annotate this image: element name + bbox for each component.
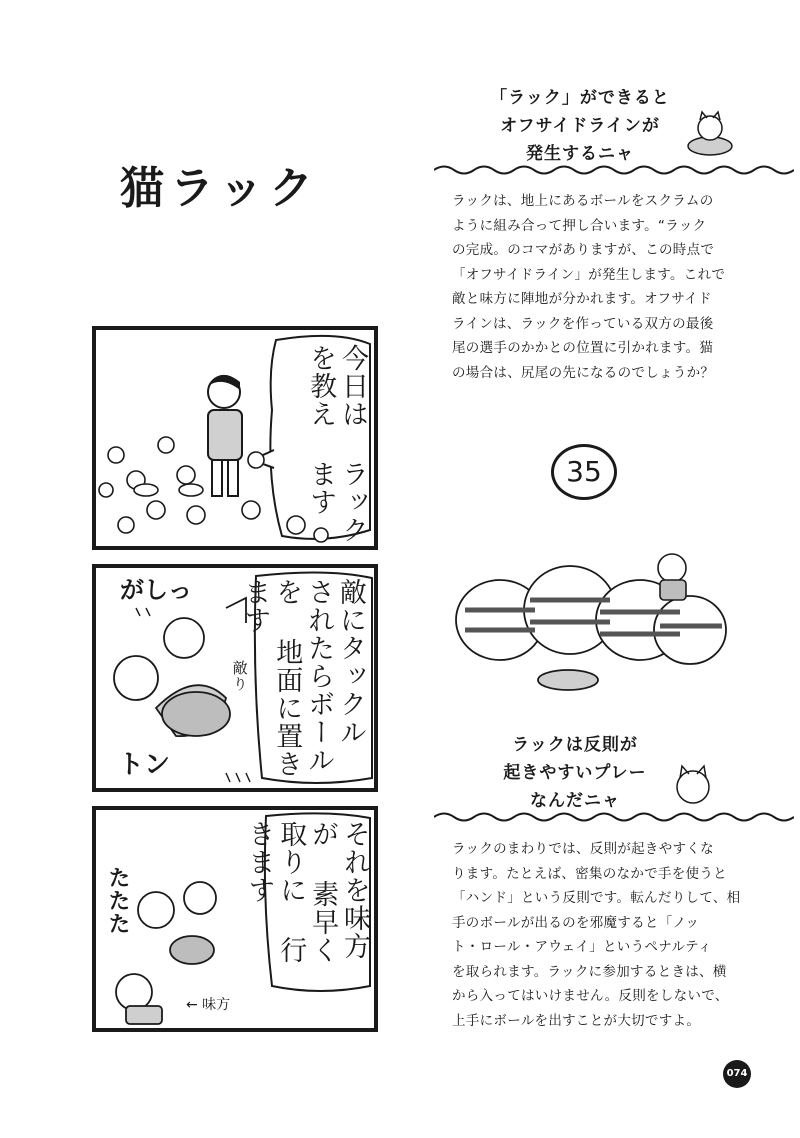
body-line: ト・ロール・アウェイ」というペナルティ <box>452 939 712 955</box>
heading-line: ラックは反則が <box>512 735 638 755</box>
page-title: 猫ラック <box>120 163 320 214</box>
body-line: の場合は、尻尾の先になるのでしょうか？ <box>452 364 715 381</box>
heading-line: オフサイドラインが <box>500 116 660 136</box>
comic-panel-1 <box>92 326 378 550</box>
body-line: 「オフサイドライン」が発生します。これで <box>452 266 726 283</box>
panel-3-sfx: たたた <box>104 866 130 935</box>
panel-2-label: 敵り <box>230 660 249 692</box>
panel-1-speech <box>282 344 368 544</box>
speech-line: ラックを教え <box>305 344 368 544</box>
speech-line: 素早く取りに <box>275 820 339 964</box>
ruck-illustration <box>440 540 740 710</box>
heading-line: なんだニャ <box>530 791 620 811</box>
speech-line: 今日は <box>337 344 368 428</box>
comic-panel-2 <box>92 564 378 792</box>
body-line: から入ってはいけません。反則をしないで、 <box>452 988 729 1004</box>
body-line: ラインは、ラックを作っている双方の最後 <box>452 315 714 332</box>
panel-3-speech <box>243 820 370 986</box>
comic-panel-3 <box>92 806 378 1032</box>
section-1-body <box>452 189 772 385</box>
speech-line: 敵にタックル <box>335 578 366 746</box>
body-line: ラックは、地上にあるボールをスクラムの <box>452 193 714 209</box>
section-1-heading <box>460 84 700 168</box>
sfx-gashi: がしっ <box>120 576 192 604</box>
body-line: 尾の選手のかかとの位置に引かれます。猫 <box>452 340 714 356</box>
sfx-ton: トン <box>118 750 171 780</box>
heading-line: 発生するニャ <box>526 144 634 164</box>
speech-line: 行きます <box>243 820 307 964</box>
body-line: ように組み合って押し合います。“ラック <box>452 217 707 234</box>
cat-face-icon <box>668 762 718 808</box>
body-line: を取られます。ラックに参加するときは、横 <box>452 963 727 980</box>
body-line: 敵と味方に陣地が分かれます。オフサイド <box>452 291 712 307</box>
heading-line: 起きやすいプレー <box>503 763 647 783</box>
speech-line: 地面に置きます <box>239 578 303 778</box>
body-line: ります。たとえば、密集のなかで手を使うと <box>452 865 727 882</box>
body-line: 上手にボールを出すことが大切ですよ。 <box>452 1012 701 1029</box>
body-line: ラックのまわりでは、反則が起きやすくな <box>452 841 714 857</box>
body-line: の完成。のコマがありますが、この時点で <box>452 242 715 258</box>
section-2-body <box>452 837 772 1033</box>
heading-line: 「ラック」ができると <box>490 88 670 108</box>
figure-number: 35 <box>551 444 617 500</box>
speech-line: それを味方が <box>307 820 370 960</box>
speech-line: ます <box>305 460 337 516</box>
cat-icon <box>680 110 740 160</box>
section-2-heading <box>470 731 680 815</box>
panel-3-label: ← 味方 <box>186 997 231 1013</box>
body-line: 「ハンド」という反則です。転んだりして、相 <box>452 890 741 906</box>
wavy-divider <box>434 810 794 824</box>
wavy-divider <box>434 163 794 177</box>
page-number: 074 <box>723 1060 751 1088</box>
speech-line: されたらボールを <box>271 578 335 774</box>
body-line: 手のボールが出るのを邪魔すると「ノッ <box>452 914 700 931</box>
